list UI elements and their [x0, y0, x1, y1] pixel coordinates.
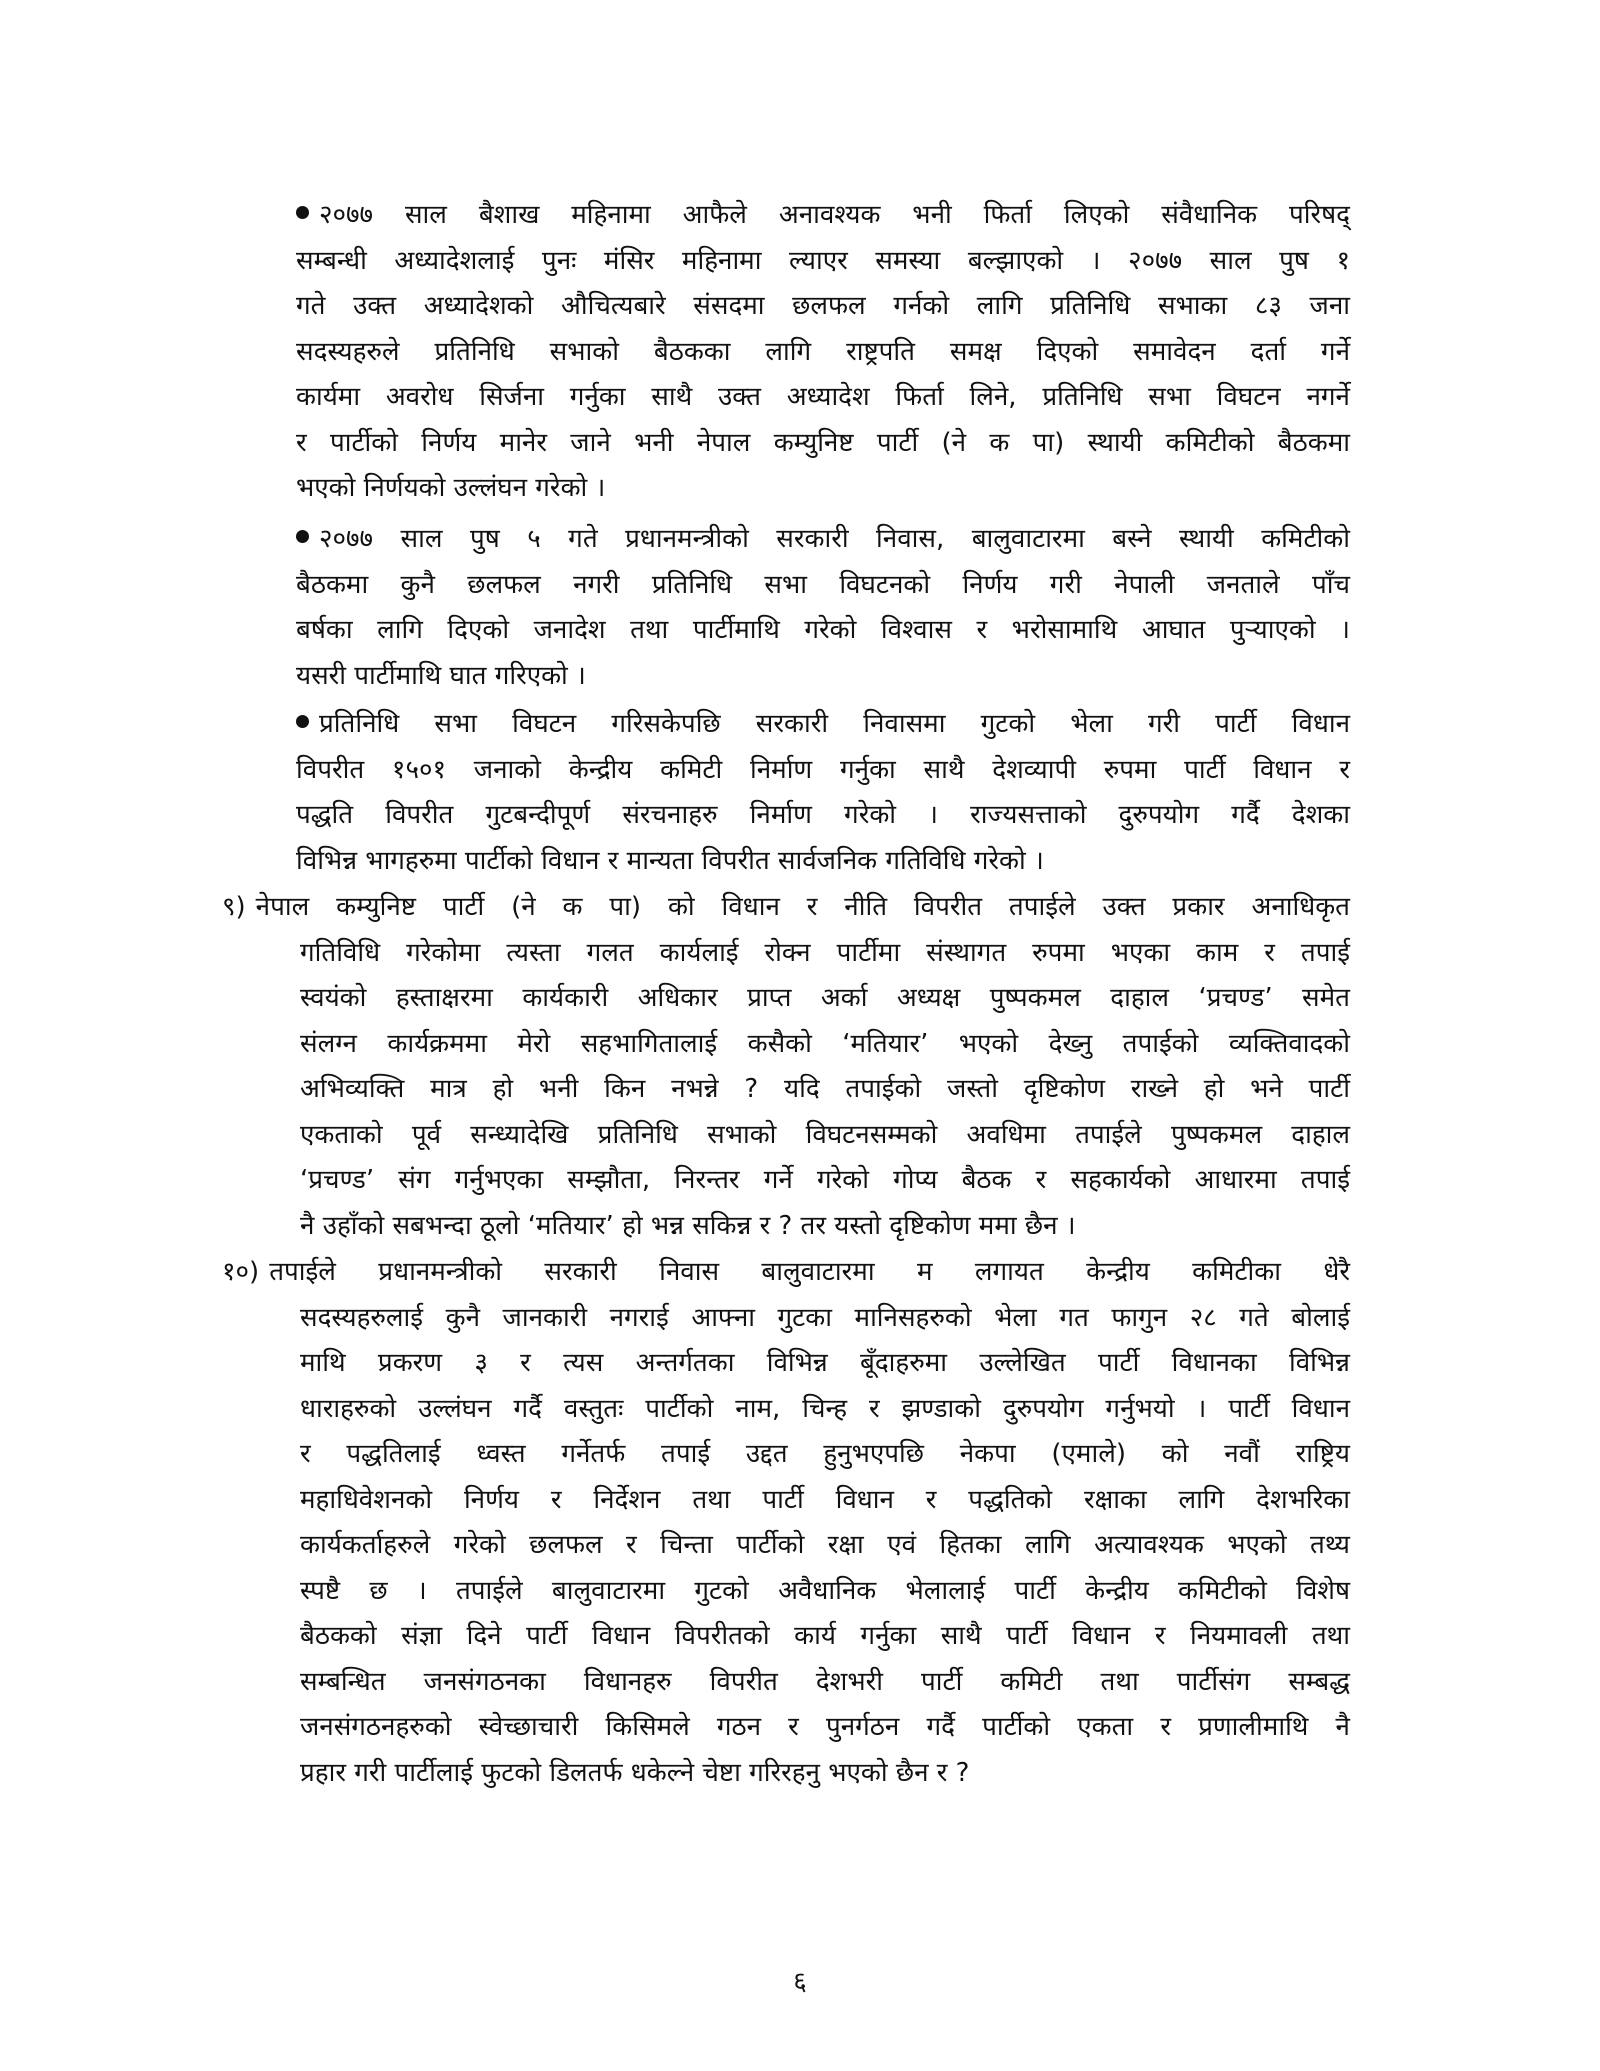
bullet-icon	[296, 715, 309, 728]
text-line	[222, 1387, 1350, 1433]
text-line	[296, 375, 1350, 421]
text-line	[222, 1705, 1350, 1751]
text-line	[222, 1158, 1350, 1204]
text-line-content: प्रतिनिधि सभा विघटन गरिसकेपछि सरकारी निवासमा गुटको भेला गरी पार्टी विधान	[319, 709, 1350, 739]
text-line-content: अभिव्यक्ति मात्र हो भनी किन नभन्ने ? यदि तपाईको जस्तो दृष्टिकोण राख्ने हो भने पार्टी	[300, 1074, 1350, 1104]
text-line	[296, 563, 1350, 609]
text-line	[296, 239, 1350, 285]
text-line-content: बर्षका लागि दिएको जनादेश तथा पार्टीमाथि गरेको विश्वास र भरोसामाथि आघात पुऱ्याएको ।	[296, 615, 1350, 645]
numbered-paragraph	[222, 1250, 1350, 1796]
text-line-content: धाराहरुको उल्लंघन गर्दै वस्तुतः पार्टीको नाम, चिन्ह र झण्डाको दुरुपयोग गर्नुभयो । पार्टी विधान	[300, 1393, 1350, 1424]
text-line	[222, 1478, 1350, 1524]
text-line	[296, 702, 1350, 748]
text-line	[296, 330, 1350, 376]
text-line	[296, 839, 1350, 885]
text-line	[222, 1341, 1350, 1387]
bullet-paragraph	[296, 517, 1350, 699]
text-line-content: गतिविधि गरेकोमा त्यस्ता गलत कार्यलाई रोक्न पार्टीमा संस्थागत रुपमा भएका काम र तपाई	[300, 937, 1350, 968]
bullet-paragraph	[296, 702, 1350, 884]
text-line-content: महाधिवेशनको निर्णय र निर्देशन तथा पार्टी विधान र पद्धतिको रक्षाका लागि देशभरिका	[300, 1484, 1350, 1515]
text-line-content: र पार्टीको निर्णय मानेर जाने भनी नेपाल कम्युनिष्ट पार्टी (ने क पा) स्थायी कमिटीको बैठकमा	[296, 427, 1350, 458]
text-line-content: सदस्यहरुलाई कुनै जानकारी नगराई आफ्ना गुटका मानिसहरुको भेला गत फागुन २८ गते बोलाई	[300, 1302, 1350, 1333]
text-line	[222, 976, 1350, 1022]
text-line-content: विभिन्न भागहरुमा पार्टीको विधान र मान्यता विपरीत सार्वजनिक गतिविधि गरेको ।	[296, 845, 1044, 876]
text-line	[222, 1067, 1350, 1113]
text-line-content: संलग्न कार्यक्रममा मेरो सहभागितालाई कसैको ‘मतियार’ भएको देख्नु तपाईको व्यक्तिवादको	[300, 1028, 1350, 1059]
text-line	[222, 1751, 1350, 1797]
text-line	[222, 1022, 1350, 1068]
text-line-content: यसरी पार्टीमाथि घात गरिएको ।	[296, 660, 586, 691]
text-line	[222, 885, 1350, 931]
text-line	[296, 517, 1350, 563]
text-line	[222, 931, 1350, 977]
bullet-icon	[296, 530, 309, 543]
text-line-content: बैठकमा कुनै छलफल नगरी प्रतिनिधि सभा विघटनको निर्णय गरी नेपाली जनताले पाँच	[296, 569, 1350, 600]
item-number: १०)	[222, 1257, 260, 1287]
text-line-content: विपरीत १५०१ जनाको केन्द्रीय कमिटी निर्माण गर्नुका साथै देशव्यापी रुपमा पार्टी विधान र	[296, 754, 1350, 785]
text-line-content: २०७७ साल पुष ५ गते प्रधानमन्त्रीको सरकारी निवास, बालुवाटारमा बस्ने स्थायी कमिटीको	[319, 524, 1350, 554]
text-line	[296, 608, 1350, 654]
text-line-content: कार्यकर्ताहरुले गरेको छलफल र चिन्ता पार्टीको रक्षा एवं हितका लागि अत्यावश्यक भएको तथ्य	[300, 1530, 1350, 1560]
text-line	[296, 748, 1350, 794]
text-line-content: सम्बन्धित जनसंगठनका विधानहरु विपरीत देशभरी पार्टी कमिटी तथा पार्टीसंग सम्बद्ध	[300, 1666, 1350, 1697]
text-line-content: सदस्यहरुले प्रतिनिधि सभाको बैठकका लागि राष्ट्रपति समक्ष दिएको समावेदन दर्ता गर्ने	[296, 336, 1350, 367]
text-line	[296, 421, 1350, 467]
text-line	[296, 654, 1350, 700]
text-line-content: सम्बन्धी अध्यादेशलाई पुनः मंसिर महिनामा ल्याएर समस्या बल्झाएको । २०७७ साल पुष १	[296, 245, 1350, 276]
text-line	[296, 284, 1350, 330]
text-line-content: माथि प्रकरण ३ र त्यस अन्तर्गतका विभिन्न बूँदाहरुमा उल्लेखित पार्टी विधानका विभिन्न	[300, 1348, 1350, 1378]
text-line	[222, 1296, 1350, 1342]
text-line-content: स्वयंको हस्ताक्षरमा कार्यकारी अधिकार प्राप्त अर्का अध्यक्ष पुष्पकमल दाहाल ‘प्रचण्ड’ समेत	[300, 983, 1350, 1013]
text-line-content: ‘प्रचण्ड’ संग गर्नुभएका सम्झौता, निरन्तर गर्ने गरेको गोप्य बैठक र सहकार्यको आधारमा तपाई	[300, 1165, 1350, 1195]
text-line	[296, 466, 1350, 512]
text-line-content: गते उक्त अध्यादेशको औचित्यबारे संसदमा छलफल गर्नको लागि प्रतिनिधि सभाका ८३ जना	[296, 291, 1350, 321]
text-line	[222, 1523, 1350, 1569]
text-line-content: नै उहाँको सबभन्दा ठूलो ‘मतियार’ हो भन्न सकिन्न र ? तर यस्तो दृष्टिकोण ममा छैन ।	[300, 1210, 1076, 1241]
text-line-content: २०७७ साल बैशाख महिनामा आफैले अनावश्यक भनी फिर्ता लिएको संवैधानिक परिषद्	[319, 200, 1350, 230]
numbered-paragraph	[222, 885, 1350, 1249]
text-line	[222, 1614, 1350, 1660]
text-line-content: एकताको पूर्व सन्ध्यादेखि प्रतिनिधि सभाको विघटनसम्मको अवधिमा तपाईले पुष्पकमल दाहाल	[300, 1119, 1350, 1150]
text-line-content: नेपाल कम्युनिष्ट पार्टी (ने क पा) को विधान र नीति विपरीत तपाईले उक्त प्रकार अनाधिकृत	[255, 892, 1350, 922]
page-number: ६	[793, 1967, 807, 1997]
text-line-content: कार्यमा अवरोध सिर्जना गर्नुका साथै उक्त अध्यादेश फिर्ता लिने, प्रतिनिधि सभा विघटन नगर्ने	[296, 382, 1350, 412]
text-line	[222, 1250, 1350, 1296]
bullet-icon	[296, 206, 309, 219]
text-line	[222, 1432, 1350, 1478]
text-line-content: तपाईले प्रधानमन्त्रीको सरकारी निवास बालुवाटारमा म लगायत केन्द्रीय कमिटीका धेरै	[269, 1257, 1350, 1287]
text-line	[222, 1204, 1350, 1250]
text-line	[222, 1113, 1350, 1159]
item-number: ९)	[222, 892, 246, 922]
text-line-content: बैठकको संज्ञा दिने पार्टी विधान विपरीतको कार्य गर्नुका साथै पार्टी विधान र नियमावली तथा	[300, 1621, 1350, 1651]
bullet-paragraph	[296, 193, 1350, 512]
text-line-content: भएको निर्णयको उल्लंघन गरेको ।	[296, 473, 606, 503]
text-line	[296, 193, 1350, 239]
text-line-content: र पद्धतिलाई ध्वस्त गर्नेतर्फ तपाई उद्दत हुनुभएपछि नेकपा (एमाले) को नवौं राष्ट्रिय	[300, 1439, 1350, 1469]
text-line-content: स्पष्टै छ । तपाईले बालुवाटारमा गुटको अवैधानिक भेलालाई पार्टी केन्द्रीय कमिटीको विशेष	[300, 1575, 1350, 1606]
text-line	[222, 1660, 1350, 1706]
text-line-content: पद्धति विपरीत गुटबन्दीपूर्ण संरचनाहरु निर्माण गरेको । राज्यसत्ताको दुरुपयोग गर्दै देशका	[296, 800, 1350, 830]
text-line	[222, 1569, 1350, 1615]
text-line-content: प्रहार गरी पार्टीलाई फुटको डिलतर्फ धकेल्ने चेष्टा गरिरहनु भएको छैन र ?	[300, 1757, 970, 1788]
text-line	[296, 793, 1350, 839]
text-line-content: जनसंगठनहरुको स्वेच्छाचारी किसिमले गठन र पुनर्गठन गर्दै पार्टीको एकता र प्रणालीमाथि नै	[300, 1712, 1350, 1742]
